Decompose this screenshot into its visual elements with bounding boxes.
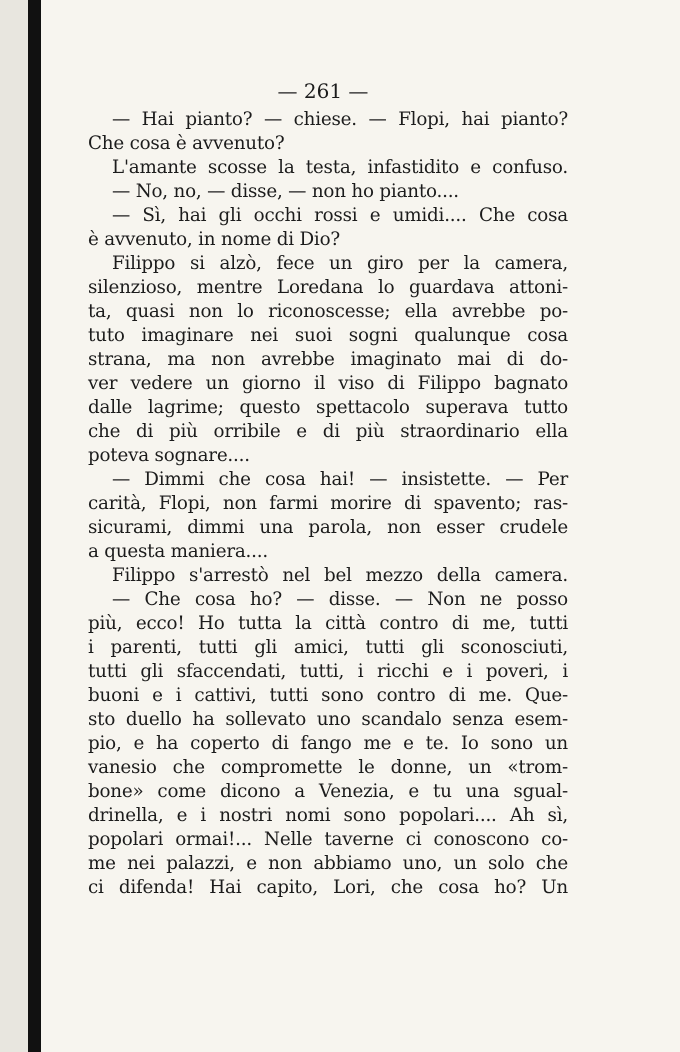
text-line: Filippo si alzò, fece un giro per la camera, [112,253,568,274]
text-line: L'amante scosse la testa, infastidito e confuso. [112,157,568,178]
book-page [88,78,568,900]
text-line: silenzioso, mentre Loredana lo guardava attoni- [88,277,568,298]
text-line: carità, Flopi, non farmi morire di spavento; ras- [88,493,568,514]
text-line: strana, ma non avrebbe imaginato mai di do- [88,349,568,370]
text-line: dalle lagrime; questo spettacolo superava tutto [88,397,568,418]
text-line: — Dimmi che cosa hai! — insistette. — Per [112,469,568,490]
text-line: drinella, e i nostri nomi sono popolari.... Ah sì, [88,805,568,826]
text-line: — Hai pianto? — chiese. — Flopi, hai pianto? [112,109,568,130]
text-line: poteva sognare.... [88,445,250,466]
text-line: — Sì, hai gli occhi rossi e umidi.... Che cosa [112,205,568,226]
text-line: buoni e i cattivi, tutti sono contro di me. Que- [88,685,568,706]
page-text [88,108,568,900]
text-line: pio, e ha coperto di fango me e te. Io sono un [88,733,568,754]
text-line: Che cosa è avvenuto? [88,133,285,154]
text-line: tuto imaginare nei suoi sogni qualunque cosa [88,325,568,346]
text-line: sicurami, dimmi una parola, non esser crudele [88,517,568,538]
text-line: vanesio che compromette le donne, un «trom- [88,757,568,778]
text-line: è avvenuto, in nome di Dio? [88,229,340,250]
book-binding-edge [28,0,41,1052]
text-line: — Che cosa ho? — disse. — Non ne posso [112,589,568,610]
scan-margin [0,0,28,1052]
text-line: ci difenda! Hai capito, Lori, che cosa ho? Un [88,877,568,898]
text-line: a questa maniera.... [88,541,268,562]
text-line: che di più orribile e di più straordinario ella [88,421,568,442]
text-line: me nei palazzi, e non abbiamo uno, un solo che [88,853,568,874]
page-number: — 261 — [277,79,369,103]
text-line: bone» come dicono a Venezia, e tu una sgual- [88,781,568,802]
text-line: sto duello ha sollevato uno scandalo senza esem- [88,709,568,730]
text-line: ta, quasi non lo riconoscesse; ella avrebbe po- [88,301,568,322]
text-line: tutti gli sfaccendati, tutti, i ricchi e i poveri, i [88,661,568,682]
text-line: Filippo s'arrestò nel bel mezzo della camera. [112,565,568,586]
text-line: popolari ormai!... Nelle taverne ci conoscono co- [88,829,568,850]
text-line: i parenti, tutti gli amici, tutti gli sconosciuti, [88,637,568,658]
text-line: — No, no, — disse, — non ho pianto.... [112,181,459,202]
text-line: ver vedere un giorno il viso di Filippo bagnato [88,373,568,394]
text-line: più, ecco! Ho tutta la città contro di me, tutti [88,613,568,634]
